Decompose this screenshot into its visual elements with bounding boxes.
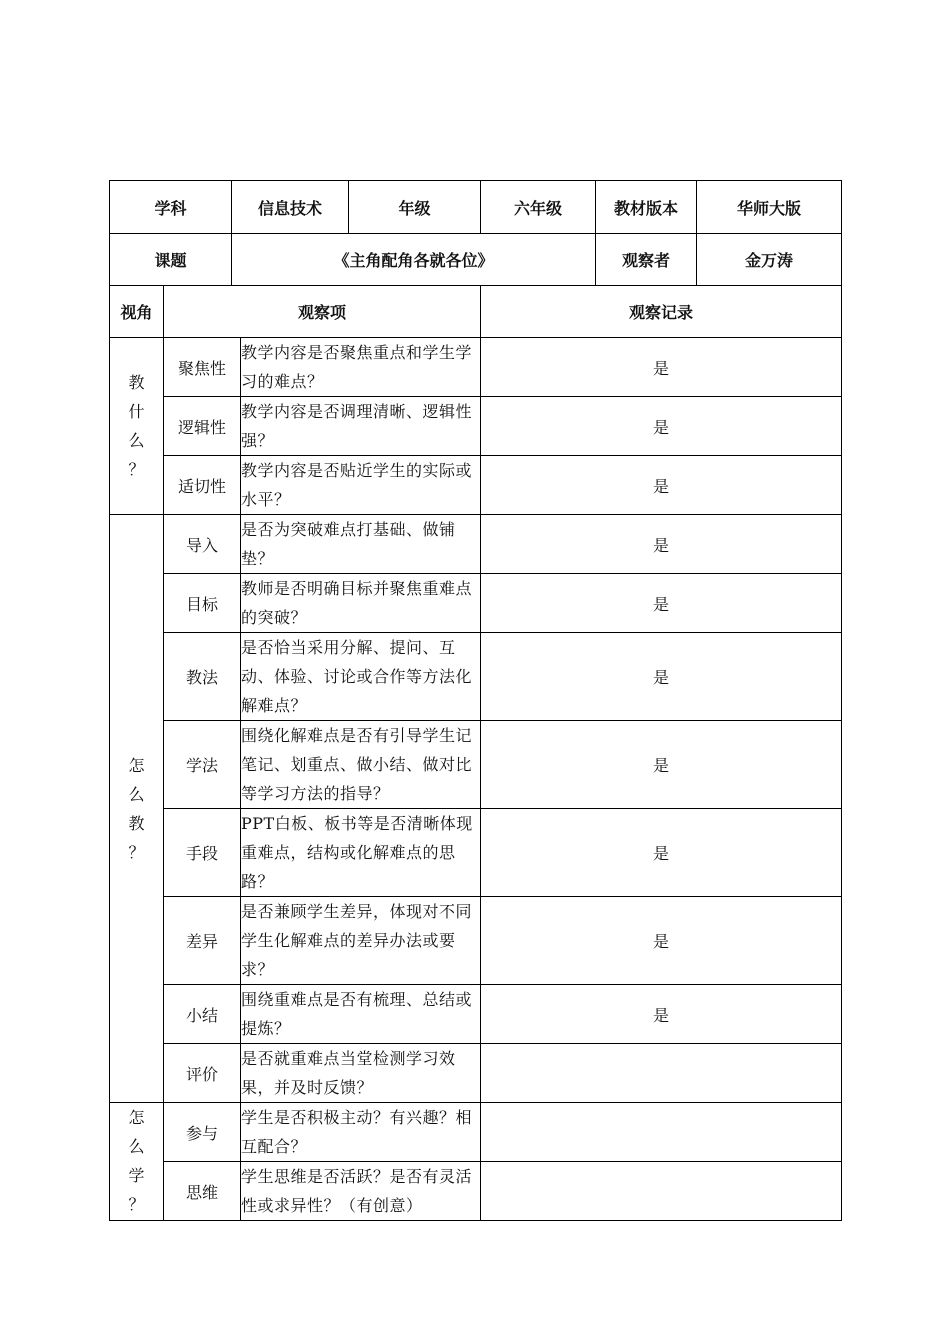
- observation-question: 是否就重难点当堂检测学习效果，并及时反馈？: [241, 1044, 481, 1103]
- sub-item-label: 聚焦性: [164, 338, 241, 397]
- observation-record: 是: [481, 985, 842, 1044]
- observer-label: 观察者: [596, 234, 697, 286]
- observation-question: PPT白板、板书等是否清晰体现重难点，结构或化解难点的思路？: [241, 809, 481, 897]
- sub-item-label: 逻辑性: [164, 397, 241, 456]
- observation-record: 是: [481, 633, 842, 721]
- observation-question: 学生思维是否活跃？是否有灵活性或求异性？（有创意）: [241, 1162, 481, 1221]
- observation-record: 是: [481, 721, 842, 809]
- category-cell: [110, 1103, 164, 1221]
- record-header: 观察记录: [481, 286, 842, 338]
- topic-value: 《主角配角各就各位》: [232, 234, 596, 286]
- category-char: 么: [128, 784, 145, 804]
- observation-question: 教学内容是否聚焦重点和学生学习的难点？: [241, 338, 481, 397]
- observation-question: 围绕化解难点是否有引导学生记笔记、划重点、做小结、做对比等学习方法的指导？: [241, 721, 481, 809]
- category-char: ？: [128, 1195, 145, 1214]
- header-row-1: [110, 181, 842, 234]
- item-header: 观察项: [164, 286, 481, 338]
- observation-question: 是否兼顾学生差异，体现对不同学生化解难点的差异办法或要求？: [241, 897, 481, 985]
- category-char: 教: [128, 373, 145, 392]
- category-char: 么: [128, 431, 145, 450]
- edition-value: 华师大版: [697, 181, 842, 234]
- observation-row: [110, 721, 842, 809]
- observation-row: [110, 574, 842, 633]
- observation-question: 教师是否明确目标并聚焦重难点的突破？: [241, 574, 481, 633]
- category-char: 怎: [128, 755, 145, 775]
- observation-question: 围绕重难点是否有梳理、总结或提炼？: [241, 985, 481, 1044]
- observer-value: 金万涛: [697, 234, 842, 286]
- sub-item-label: 思维: [164, 1162, 241, 1221]
- observation-record: 是: [481, 456, 842, 515]
- sub-item-label: 参与: [164, 1103, 241, 1162]
- sub-item-label: 学法: [164, 721, 241, 809]
- observation-record: 是: [481, 897, 842, 985]
- category-char: 怎: [128, 1108, 145, 1127]
- observation-row: [110, 897, 842, 985]
- topic-label: 课题: [110, 234, 232, 286]
- observation-row: [110, 809, 842, 897]
- column-header-row: [110, 286, 842, 338]
- observation-record: [481, 1044, 842, 1103]
- observation-row: [110, 633, 842, 721]
- category-cell: [110, 338, 164, 515]
- observation-row: [110, 1162, 842, 1221]
- sub-item-label: 适切性: [164, 456, 241, 515]
- sub-item-label: 评价: [164, 1044, 241, 1103]
- observation-row: [110, 515, 842, 574]
- edition-label: 教材版本: [596, 181, 697, 234]
- category-char: ？: [128, 460, 145, 479]
- observation-record: 是: [481, 574, 842, 633]
- observation-question: 学生是否积极主动？有兴趣？相互配合？: [241, 1103, 481, 1162]
- sub-item-label: 手段: [164, 809, 241, 897]
- category-char: 什: [128, 402, 145, 421]
- sub-item-label: 导入: [164, 515, 241, 574]
- observation-row: [110, 338, 842, 397]
- category-char: 教: [128, 813, 145, 833]
- observation-row: [110, 456, 842, 515]
- observation-row: [110, 397, 842, 456]
- observation-question: 是否为突破难点打基础、做铺垫？: [241, 515, 481, 574]
- subject-label: 学科: [110, 181, 232, 234]
- observation-row: [110, 985, 842, 1044]
- observation-record: 是: [481, 338, 842, 397]
- observation-record: 是: [481, 809, 842, 897]
- sub-item-label: 教法: [164, 633, 241, 721]
- sub-item-label: 目标: [164, 574, 241, 633]
- grade-label: 年级: [349, 181, 481, 234]
- grade-value: 六年级: [481, 181, 596, 234]
- observation-table: [109, 180, 842, 1221]
- header-row-2: [110, 234, 842, 286]
- observation-row: [110, 1103, 842, 1162]
- observation-record: 是: [481, 397, 842, 456]
- category-cell: [110, 515, 164, 1103]
- observation-question: 教学内容是否调理清晰、逻辑性强？: [241, 397, 481, 456]
- observation-row: [110, 1044, 842, 1103]
- sub-item-label: 小结: [164, 985, 241, 1044]
- category-char: ？: [128, 842, 145, 862]
- subject-value: 信息技术: [232, 181, 349, 234]
- observation-record: [481, 1162, 842, 1221]
- observation-question: 是否恰当采用分解、提问、互动、体验、讨论或合作等方法化解难点？: [241, 633, 481, 721]
- category-char: 学: [128, 1166, 145, 1185]
- observation-record: 是: [481, 515, 842, 574]
- perspective-header: 视角: [110, 286, 164, 338]
- category-char: 么: [128, 1137, 145, 1156]
- observation-record: [481, 1103, 842, 1162]
- observation-question: 教学内容是否贴近学生的实际或水平？: [241, 456, 481, 515]
- sub-item-label: 差异: [164, 897, 241, 985]
